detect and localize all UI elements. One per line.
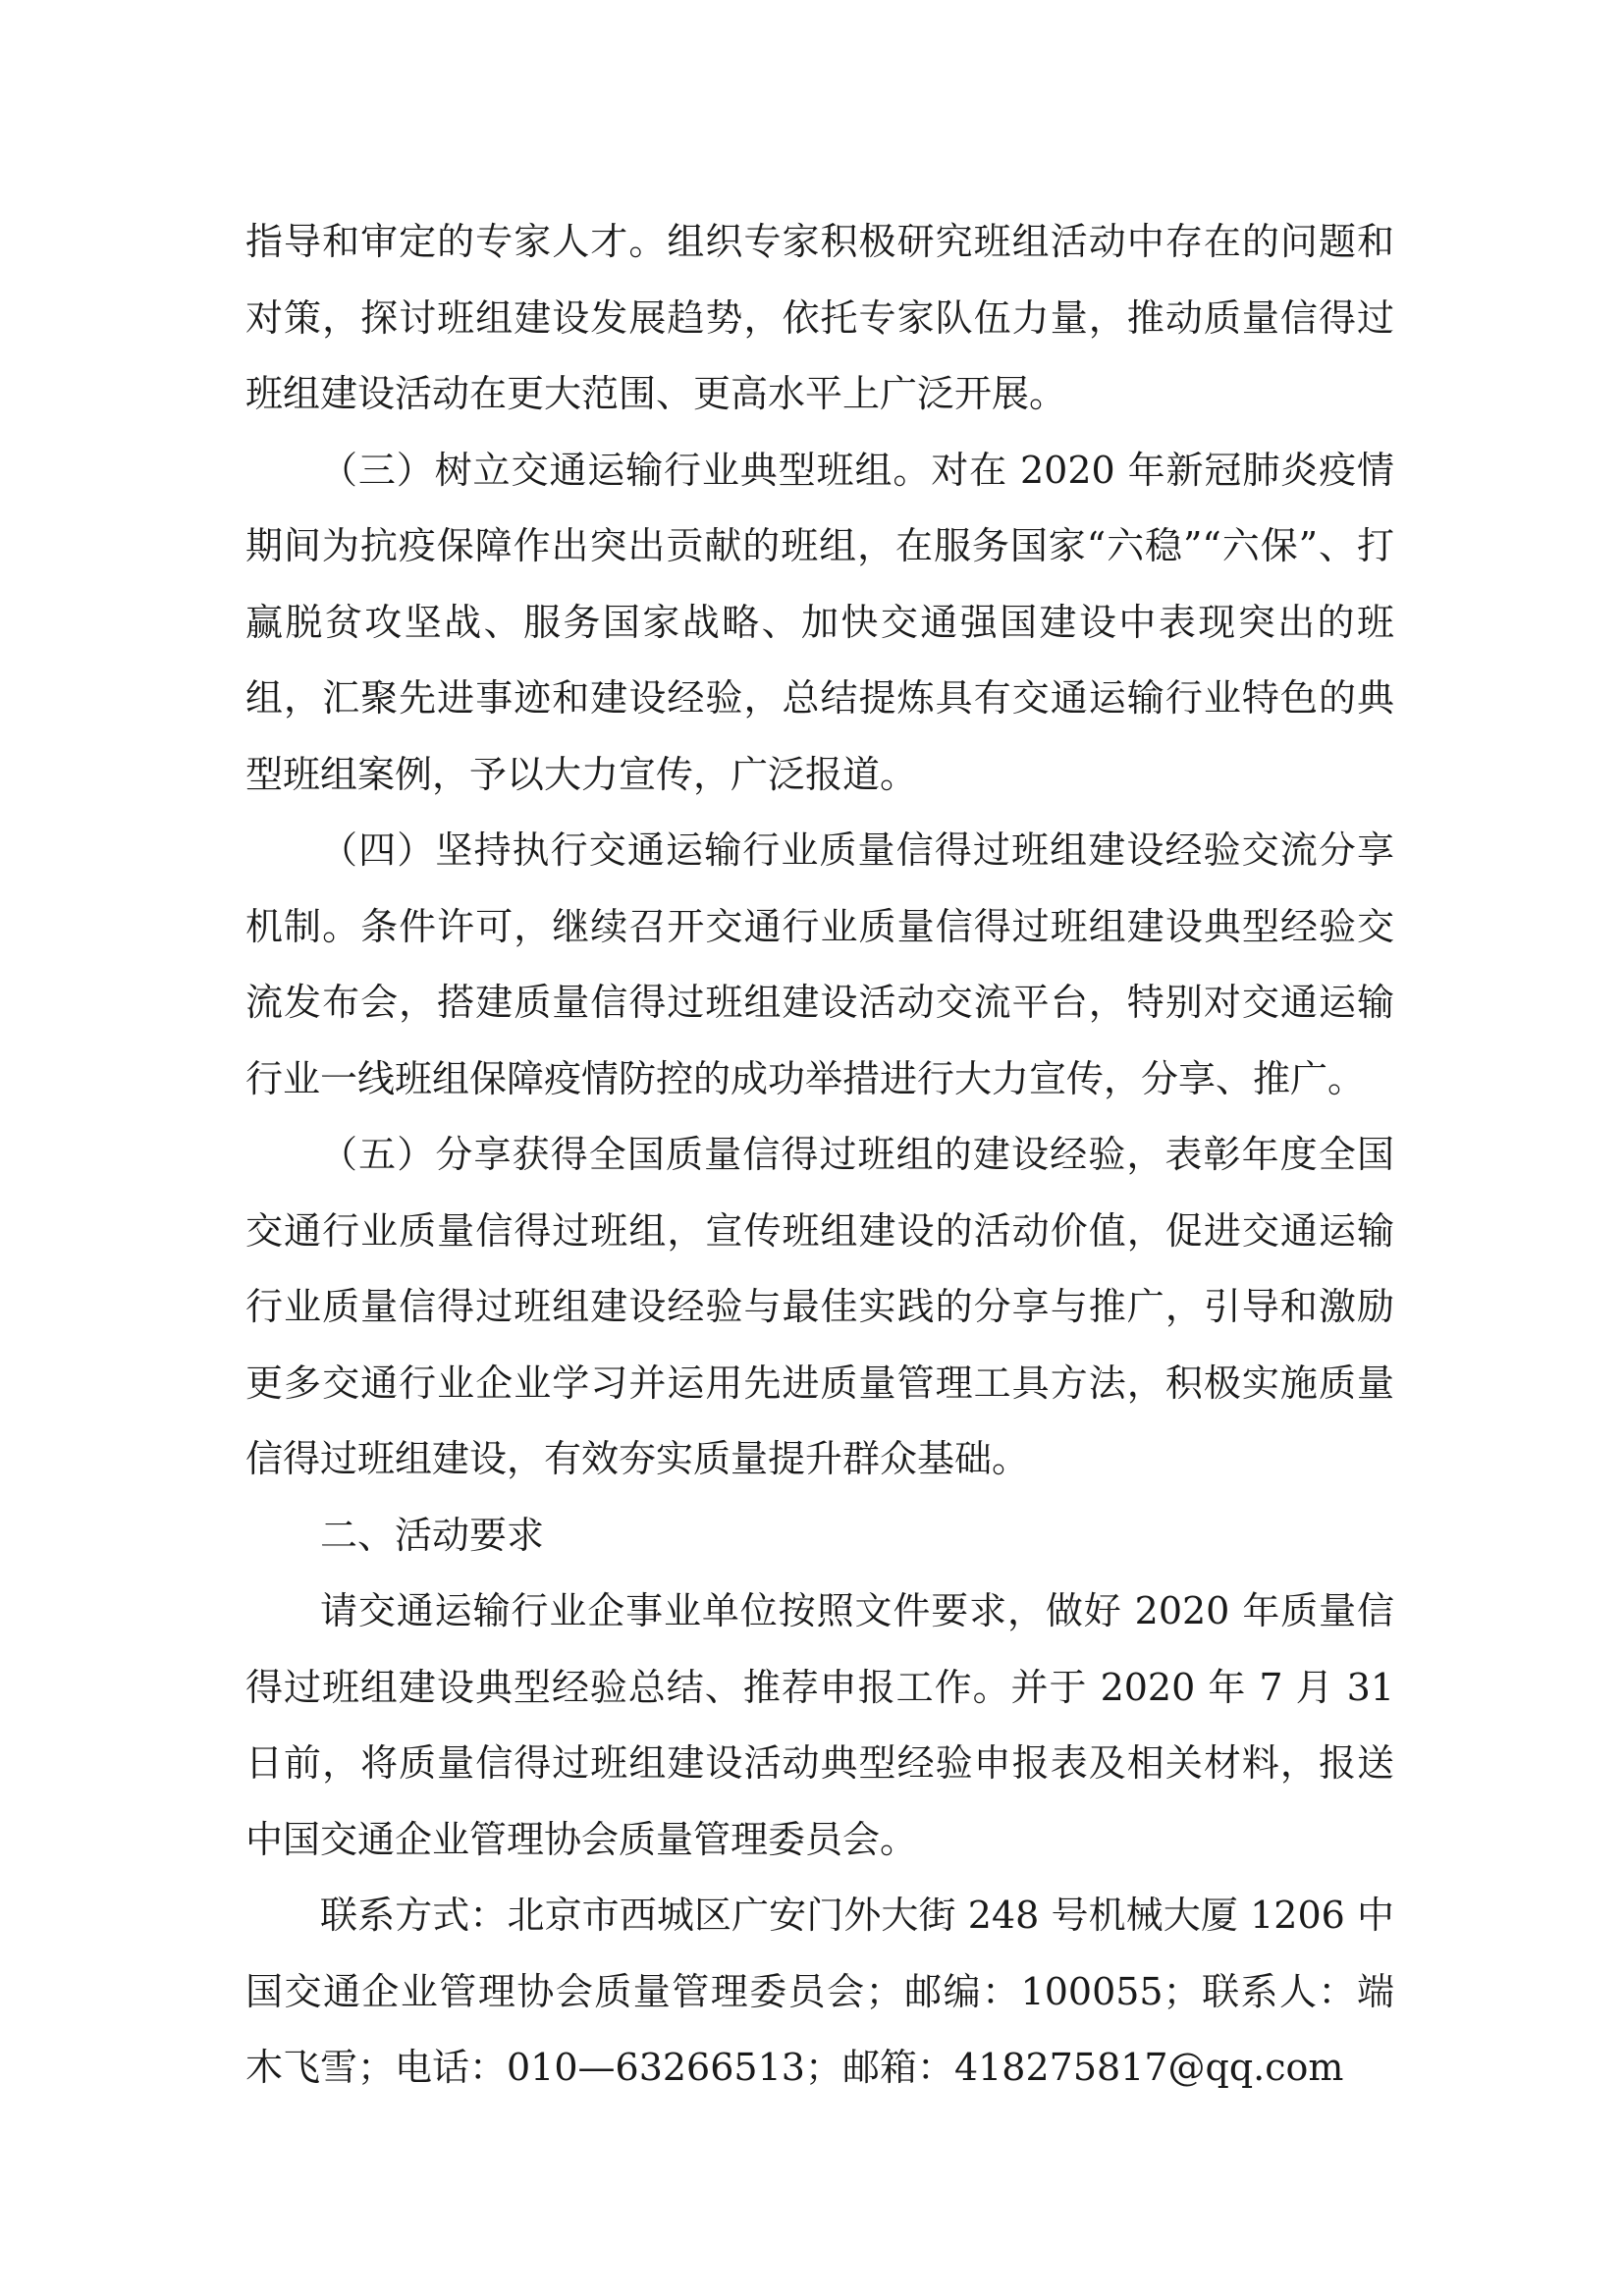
paragraph-typical-teams: （三）树立交通运输行业典型班组。对在 2020 年新冠肺炎疫情期间为抗疫保障作出突出贡献的班组，在服务国家“六稳”“六保”、打赢脱贫攻坚战、服务国家战略、加快交通强国建设中表现突出的班组，汇聚先进事迹和建设经验，总结提炼具有交通运输行业特色的典型班组案例，予以大力宣传，广泛报道。 <box>245 448 1394 796</box>
paragraph-experience-sharing: （四）坚持执行交通运输行业质量信得过班组建设经验交流分享机制。条件许可，继续召开交通行业质量信得过班组建设典型经验交流发布会，搭建质量信得过班组建设活动交流平台，特别对交通运输行业一线班组保障疫情防控的成功举措进行大力宣传，分享、推广。 <box>245 828 1394 1100</box>
paragraph-national-teams: （五）分享获得全国质量信得过班组的建设经验，表彰年度全国交通行业质量信得过班组，宣传班组建设的活动价值，促进交通运输行业质量信得过班组建设经验与最佳实践的分享与推广，引导和激励更多交通行业企业学习并运用先进质量管理工具方法，积极实施质量信得过班组建设，有效夯实质量提升群众基础。 <box>245 1133 1394 1480</box>
paragraph-contact-info: 联系方式：北京市西城区广安门外大街 248 号机械大厦 1206 中国交通企业管理协会质量管理委员会；邮编：100055；联系人：端木飞雪；电话：010—63266513；邮箱：418275817@qq.com <box>245 1894 1394 2089</box>
section-heading-requirements: 二、活动要求 <box>320 1513 545 1557</box>
paragraph-expert-talent: 指导和审定的专家人才。组织专家积极研究班组活动中存在的问题和对策，探讨班组建设发展趋势，依托专家队伍力量，推动质量信得过班组建设活动在更大范围、更高水平上广泛开展。 <box>245 220 1394 415</box>
document-body <box>245 204 1394 2107</box>
paragraph-submission-requirements: 请交通运输行业企事业单位按照文件要求，做好 2020 年质量信得过班组建设典型经验总结、推荐申报工作。并于 2020 年 7 月 31 日前，将质量信得过班组建设活动典型经验申报表及相关材料，报送中国交通企业管理协会质量管理委员会。 <box>245 1589 1394 1861</box>
